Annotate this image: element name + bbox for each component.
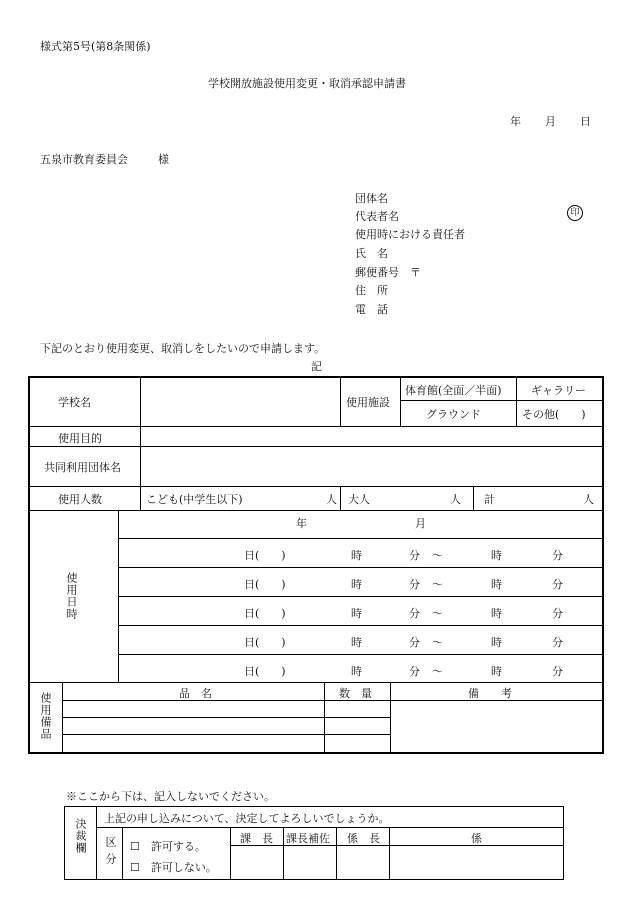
addressee-name: 五泉市教育委員会 [40,153,128,166]
datetime-month: 月 [415,517,426,530]
minute-text: 分 [552,636,563,649]
seal-mark: 印 [567,205,583,221]
total-label: 計 [484,493,495,506]
form-title: 学校開放施設使用変更・取消承認申請書 [208,77,406,90]
permit-checkbox[interactable]: ☐ 許可する。 [130,840,206,853]
hour-text: 時 [491,636,502,649]
hour-text: 時 [351,607,362,620]
hour-text: 時 [491,549,502,562]
adults-label: 大人 [348,493,370,506]
hour-text: 時 [491,578,502,591]
date-month: 月 [545,115,556,128]
division-label: 区分 [104,836,117,870]
school-name-label: 学校名 [58,396,91,409]
approval-question: 上記の申し込みについて、決定してよろしいでしょうか。 [104,812,390,825]
facility-label: 使用施設 [346,396,390,409]
minute-text: 分 [552,607,563,620]
day-text: 日( ) [244,636,286,649]
application-form-table [28,376,602,752]
approval-label: 決裁欄 [74,818,87,854]
remarks-header: 備 考 [468,687,512,700]
quantity-header: 数 量 [339,687,372,700]
total-unit: 人 [583,493,594,506]
day-text: 日( ) [244,578,286,591]
people-label: 使用人数 [58,493,102,506]
adults-unit: 人 [450,493,461,506]
office-use-note: ※ここから下は、記入しないでください。 [66,790,275,803]
minute-text: 分 [409,578,420,591]
other-option: その他( ) [522,408,586,421]
tilde-text: 〜 [432,607,443,620]
hour-text: 時 [351,665,362,678]
children-label: こども(中学生以下) [146,493,243,506]
tilde-text: 〜 [432,549,443,562]
addressee-honorific: 様 [158,153,169,166]
minute-text: 分 [409,636,420,649]
kacho-hosa-header: 課長補佐 [286,832,330,845]
datetime-label: 使用日時 [65,572,78,620]
minute-text: 分 [409,607,420,620]
hour-text: 時 [491,607,502,620]
name-label: 氏 名 [355,247,388,260]
co-user-label: 共同利用団体名 [44,461,121,474]
date-day: 日 [580,115,591,128]
representative-label: 代表者名 [355,210,399,223]
form-number: 様式第5号(第8条関係) [40,40,151,53]
minute-text: 分 [409,549,420,562]
ground-option: グラウンド [426,408,481,421]
postal-code-label: 郵便番号 〒 [355,266,421,279]
ki-label: 記 [311,360,322,373]
responsible-person-label: 使用時における責任者 [355,228,465,241]
day-text: 日( ) [244,665,286,678]
equipment-label: 使用備品 [39,692,52,740]
intro-text: 下記のとおり使用変更、取消しをしたいので申請します。 [40,342,326,355]
group-name-label: 団体名 [355,192,388,205]
deny-checkbox[interactable]: ☐ 許可しない。 [130,861,217,874]
kacho-header: 課 長 [240,832,273,845]
tilde-text: 〜 [432,665,443,678]
address-label: 住 所 [355,284,388,297]
date-year: 年 [510,115,521,128]
children-unit: 人 [326,493,337,506]
hour-text: 時 [351,578,362,591]
gallery-option: ギャラリー [531,384,586,397]
minute-text: 分 [552,665,563,678]
hour-text: 時 [351,549,362,562]
item-name-header: 品 名 [179,687,212,700]
approval-box [64,806,564,880]
hour-text: 時 [491,665,502,678]
day-text: 日( ) [244,549,286,562]
kakaricho-header: 係 長 [347,832,380,845]
day-text: 日( ) [244,607,286,620]
datetime-year: 年 [296,517,307,530]
tilde-text: 〜 [432,636,443,649]
minute-text: 分 [552,578,563,591]
minute-text: 分 [409,665,420,678]
minute-text: 分 [552,549,563,562]
tilde-text: 〜 [432,578,443,591]
gym-option: 体育館(全面／半面) [405,384,502,397]
hour-text: 時 [351,636,362,649]
purpose-label: 使用目的 [58,432,102,445]
kakari-header: 係 [471,832,482,845]
phone-label: 電 話 [355,303,388,316]
